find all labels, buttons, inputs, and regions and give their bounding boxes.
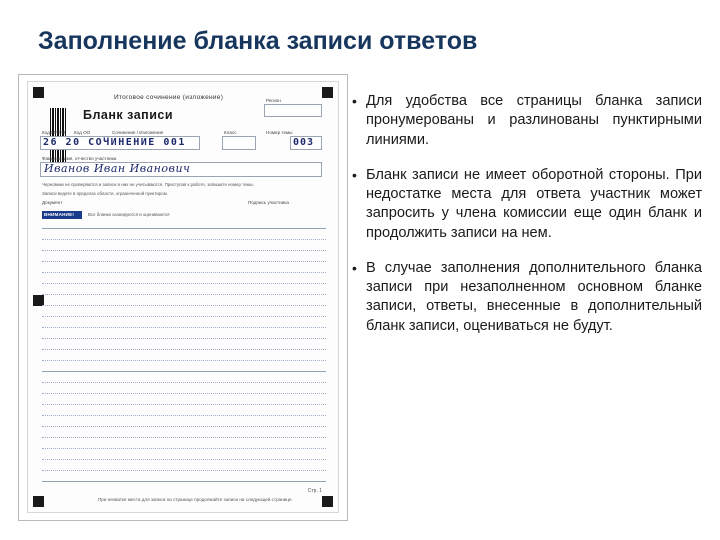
bullet-marker: • (352, 259, 357, 276)
rule-line (42, 272, 326, 273)
rule-line (42, 481, 326, 482)
registration-square-top-right (322, 87, 333, 98)
warning-text: Все бланки сканируются и оцениваются (88, 212, 170, 217)
bullet-text: В случае заполнения дополнительного бланка записи при незаполненном основном бланке записи, ответы, внесенные в дополнительный бланк записи, оцениваться не будут. (366, 259, 702, 334)
region-box (264, 104, 322, 117)
page-title: Заполнение бланка записи ответов (38, 27, 478, 55)
bullet-marker: • (352, 166, 357, 183)
form-instruction-2: Записи ведите в пределах области, ограниченной пунктиром. (42, 191, 168, 196)
form-footer-note: При нехватке места для записи на странице продолжайте записи на следующей странице. (98, 497, 293, 502)
rule-line (42, 294, 326, 295)
registration-square-bottom-right (322, 496, 333, 507)
bullet-text: Для удобства все страницы бланка записи пронумерованы и разлинованы пунктирными линиями. (366, 93, 702, 148)
rule-line (42, 382, 326, 383)
rule-line (42, 305, 326, 306)
rule-line (42, 371, 326, 372)
sign-label: Подпись участника (248, 200, 289, 205)
codes-value: 26 20 СОЧИНЕНИЕ 001 (43, 137, 186, 148)
rule-line (42, 228, 326, 229)
ruled-writing-area (42, 228, 326, 486)
form-main-title: Бланк записи (83, 108, 174, 122)
rule-line (42, 250, 326, 251)
class-label: Класс (224, 130, 237, 135)
code-oo-label: Код ОО (74, 130, 91, 135)
registration-square-top-left (33, 87, 44, 98)
rule-line (42, 349, 326, 350)
warning-badge-text: ВНИМАНИЕ! (44, 212, 75, 217)
answer-form-sheet (27, 81, 339, 513)
rule-line (42, 327, 326, 328)
rule-line (42, 360, 326, 361)
region-label: Регион (266, 98, 281, 103)
rule-line (42, 448, 326, 449)
bullet-list (352, 92, 702, 352)
fio-value: Иванов Иван Иванович (44, 162, 191, 175)
rule-line (42, 415, 326, 416)
bullet-item-3 (352, 259, 702, 336)
bullet-item-2 (352, 166, 702, 243)
rule-line (42, 470, 326, 471)
rule-line (42, 239, 326, 240)
code-mr-label: Код МР/ГО (42, 130, 66, 135)
class-box (222, 136, 256, 150)
rule-line (42, 437, 326, 438)
bullet-marker: • (352, 93, 357, 109)
form-page-number: Стр. 1 (307, 488, 322, 494)
rule-line (42, 393, 326, 394)
rule-line (42, 426, 326, 427)
rule-line (42, 316, 326, 317)
rule-line (42, 459, 326, 460)
rule-line (42, 404, 326, 405)
bullet-item-1 (352, 92, 702, 150)
registration-square-bottom-left (33, 496, 44, 507)
theme-number-label: Номер темы (266, 130, 293, 135)
rule-line (42, 283, 326, 284)
answer-form-image (18, 74, 348, 521)
form-header-note: Итоговое сочинение (изложение) (114, 94, 224, 101)
fio-label: Фамилия, имя, отчество участника (42, 156, 117, 161)
form-instruction-1: Черновики не проверяются и записи в них не учитываются. Приступая к работе, запишите номер темы. (42, 182, 254, 187)
bullet-text: Бланк записи не имеет оборотной стороны. При недостатке места для ответа участник может запросить у члена комиссии еще один бланк и продолжить записи на нем. (366, 166, 702, 241)
doc-label: Документ (42, 200, 63, 205)
theme-number-value: 003 (293, 137, 315, 148)
rule-line (42, 261, 326, 262)
rule-line (42, 338, 326, 339)
work-type-label: Сочинение / Изложение (112, 130, 164, 135)
